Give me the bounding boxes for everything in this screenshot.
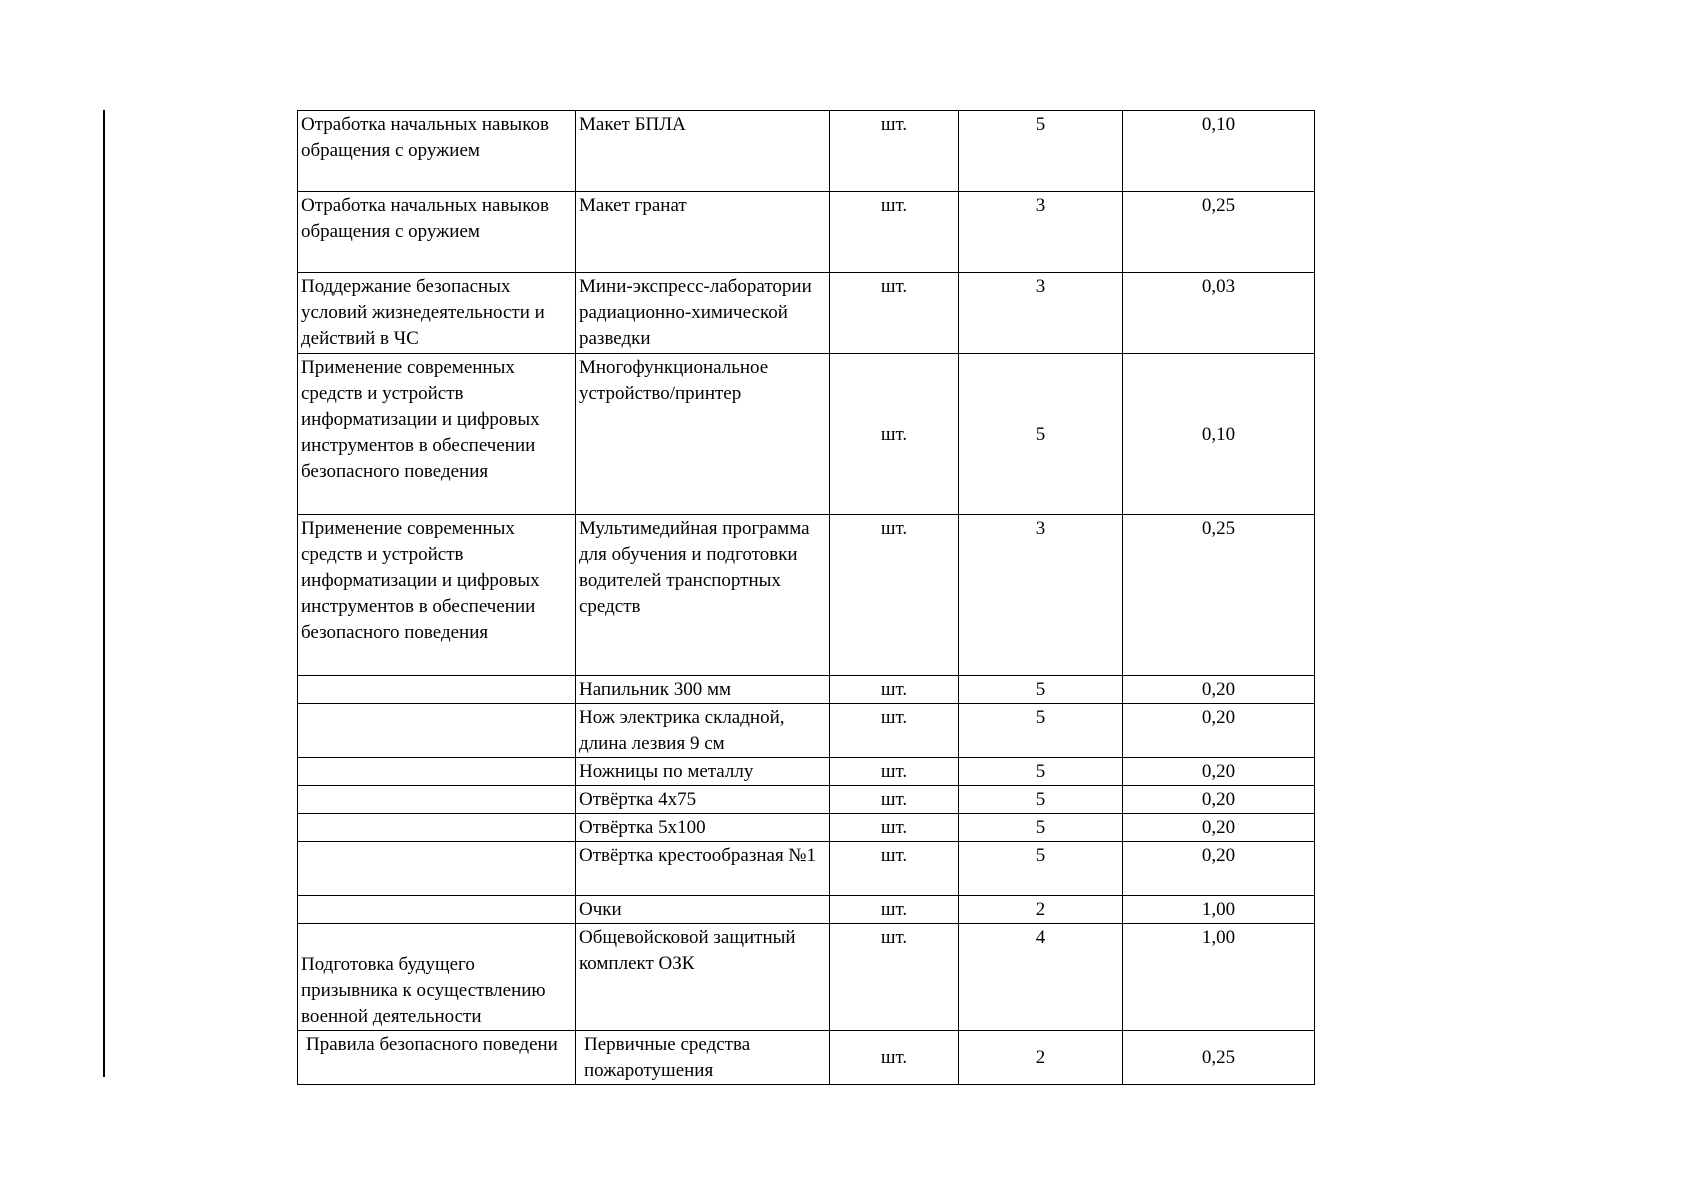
section-cell: Правила безопасного поведени: [298, 1031, 576, 1085]
item-cell: Напильник 300 мм: [576, 676, 830, 704]
section-cell: [298, 842, 576, 896]
item-cell: Отвёртка крестообразная №1: [576, 842, 830, 896]
section-cell: [298, 896, 576, 924]
section-cell: [298, 676, 576, 704]
item-cell: Мультимедийная программа для обучения и подготовки водителей транспортных средств: [576, 515, 830, 676]
quantity-cell: 5: [959, 758, 1123, 786]
equipment-table: [297, 110, 1315, 1085]
section-cell: Подготовка будущего призывника к осуществлению военной деятельности: [298, 924, 576, 1031]
norm-cell: 0,03: [1123, 273, 1315, 354]
table-row: [298, 111, 1315, 192]
norm-cell: 1,00: [1123, 896, 1315, 924]
norm-cell: 0,10: [1123, 111, 1315, 192]
quantity-cell: 2: [959, 1031, 1123, 1085]
norm-cell: 0,25: [1123, 515, 1315, 676]
unit-cell: шт.: [830, 896, 959, 924]
norm-cell: 0,25: [1123, 1031, 1315, 1085]
table-row: [298, 273, 1315, 354]
unit-cell: шт.: [830, 676, 959, 704]
unit-cell: шт.: [830, 515, 959, 676]
unit-cell: шт.: [830, 273, 959, 354]
item-cell: Макет БПЛА: [576, 111, 830, 192]
unit-cell: шт.: [830, 111, 959, 192]
quantity-cell: 3: [959, 273, 1123, 354]
quantity-cell: 3: [959, 515, 1123, 676]
item-cell: Нож электрика складной, длина лезвия 9 см: [576, 704, 830, 758]
table-row: [298, 758, 1315, 786]
quantity-cell: 5: [959, 786, 1123, 814]
section-cell: Отработка начальных навыков обращения с оружием: [298, 192, 576, 273]
norm-cell: 0,20: [1123, 814, 1315, 842]
item-cell: Первичные средства пожаротушения: [576, 1031, 830, 1085]
section-cell: [298, 786, 576, 814]
quantity-cell: 5: [959, 354, 1123, 515]
item-cell: Отвёртка 5х100: [576, 814, 830, 842]
table-row: [298, 786, 1315, 814]
item-cell: Общевойсковой защитный комплект ОЗК: [576, 924, 830, 1031]
table-row: [298, 515, 1315, 676]
unit-cell: шт.: [830, 814, 959, 842]
item-cell: Ножницы по металлу: [576, 758, 830, 786]
norm-cell: 1,00: [1123, 924, 1315, 1031]
item-cell: Многофункциональное устройство/принтер: [576, 354, 830, 515]
norm-cell: 0,20: [1123, 676, 1315, 704]
quantity-cell: 5: [959, 842, 1123, 896]
norm-cell: 0,20: [1123, 842, 1315, 896]
unit-cell: шт.: [830, 842, 959, 896]
quantity-cell: 3: [959, 192, 1123, 273]
unit-cell: шт.: [830, 1031, 959, 1085]
section-cell: Применение современных средств и устройств информатизации и цифровых инструментов в обеспечении безопасного поведения: [298, 354, 576, 515]
unit-cell: шт.: [830, 354, 959, 515]
section-cell: [298, 814, 576, 842]
table-row: [298, 842, 1315, 896]
left-margin-line: [103, 110, 105, 1077]
norm-cell: 0,20: [1123, 704, 1315, 758]
section-cell: Поддержание безопасных условий жизнедеятельности и действий в ЧС: [298, 273, 576, 354]
item-cell: Макет гранат: [576, 192, 830, 273]
section-cell: Отработка начальных навыков обращения с оружием: [298, 111, 576, 192]
quantity-cell: 5: [959, 676, 1123, 704]
unit-cell: шт.: [830, 704, 959, 758]
item-cell: Отвёртка 4х75: [576, 786, 830, 814]
quantity-cell: 5: [959, 111, 1123, 192]
table-row: [298, 814, 1315, 842]
section-cell: Применение современных средств и устройств информатизации и цифровых инструментов в обеспечении безопасного поведения: [298, 515, 576, 676]
table-row: [298, 924, 1315, 1031]
table-row: [298, 704, 1315, 758]
quantity-cell: 5: [959, 704, 1123, 758]
table-row: [298, 354, 1315, 515]
item-cell: Мини-экспресс-лаборатории радиационно-химической разведки: [576, 273, 830, 354]
quantity-cell: 4: [959, 924, 1123, 1031]
unit-cell: шт.: [830, 758, 959, 786]
section-cell: [298, 758, 576, 786]
section-cell: [298, 704, 576, 758]
norm-cell: 0,10: [1123, 354, 1315, 515]
quantity-cell: 2: [959, 896, 1123, 924]
norm-cell: 0,20: [1123, 758, 1315, 786]
quantity-cell: 5: [959, 814, 1123, 842]
unit-cell: шт.: [830, 192, 959, 273]
norm-cell: 0,25: [1123, 192, 1315, 273]
table-row: [298, 192, 1315, 273]
unit-cell: шт.: [830, 924, 959, 1031]
table-row: [298, 1031, 1315, 1085]
table-row: [298, 896, 1315, 924]
unit-cell: шт.: [830, 786, 959, 814]
norm-cell: 0,20: [1123, 786, 1315, 814]
table-row: [298, 676, 1315, 704]
item-cell: Очки: [576, 896, 830, 924]
